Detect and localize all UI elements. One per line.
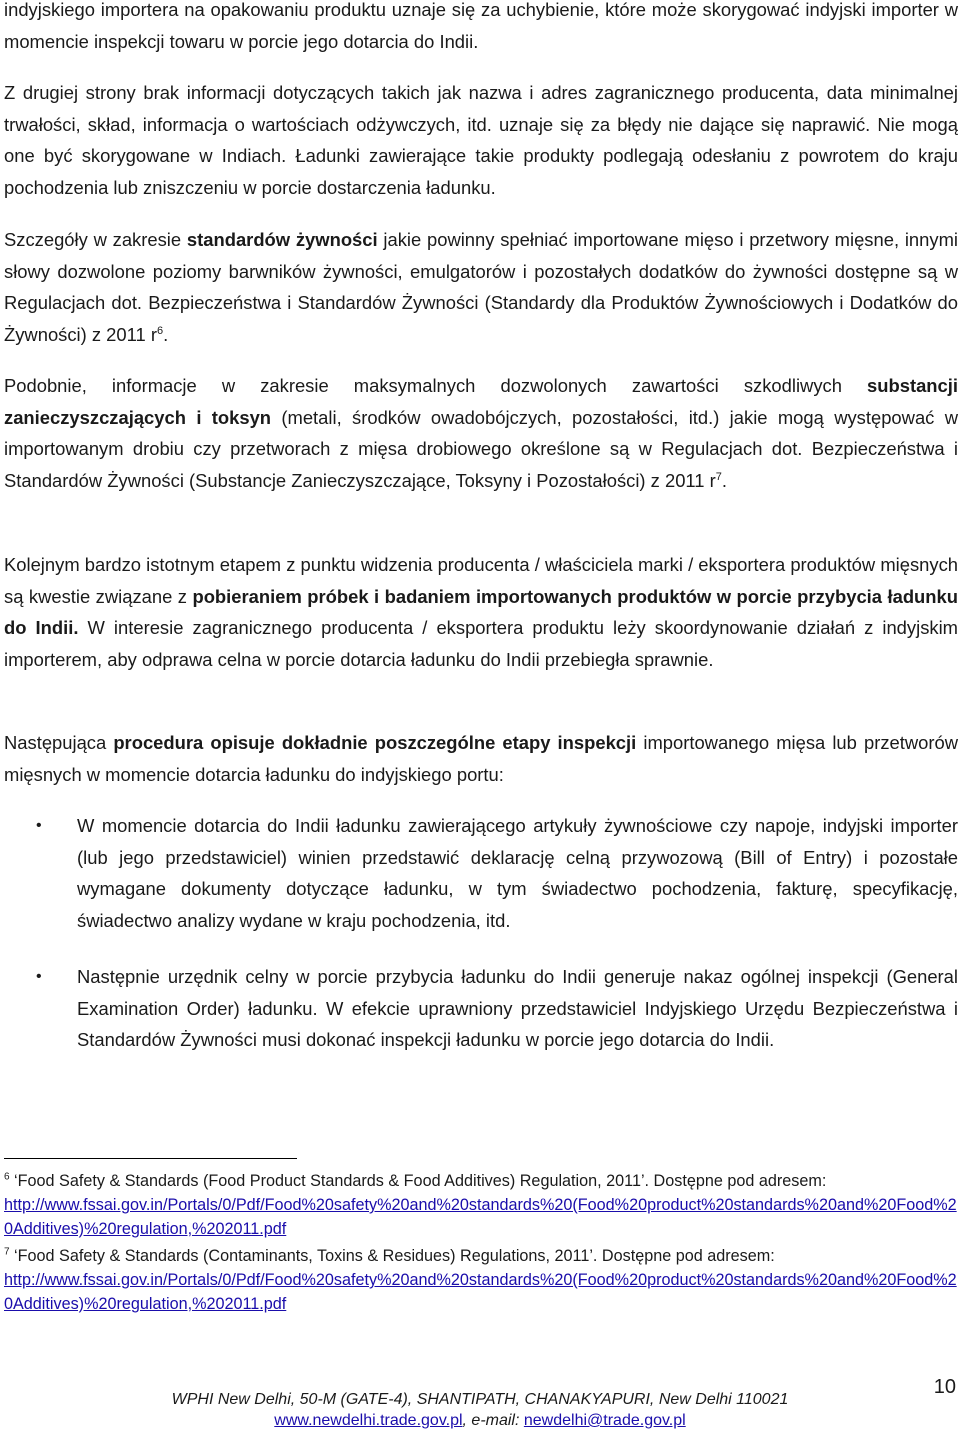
footnote-text: ‘Food Safety & Standards (Food Product Standards & Food Additives) Regulation, 2011’. Dostępne pod adresem:: [9, 1172, 827, 1190]
paragraph-5-text-a: Kolejnym bardzo istotnym etapem z punktu widzenia producenta / właściciela marki / eksportera produktów mięsnych są kwestie związane z: [4, 554, 958, 607]
footnote-7: [4, 1244, 958, 1316]
paragraph-5-bold: pobieraniem próbek i badaniem importowanych produktów w porcie przybycia ładunku do Indii.: [4, 585, 958, 638]
footnote-separator: [4, 1158, 297, 1159]
paragraph-5-text-b: W interesie zagranicznego producenta / eksportera produktu leży skoordynowanie działań z indyjskim importerem, aby odprawa celna w porcie dotarcia ładunku do Indii przebiegła sprawnie.: [4, 617, 958, 670]
paragraph-1: indyjskiego importera na opakowaniu produktu uznaje się za uchybienie, które może skorygować indyjski importer w momencie inspekcji towaru w porcie jego dotarcia do Indii.: [4, 0, 958, 52]
paragraph-6-bold: procedura opisuje dokładnie poszczególne etapy inspekcji: [113, 732, 637, 753]
inspection-steps-list: [0, 810, 960, 1081]
footnote-ref-6[interactable]: 6: [156, 324, 164, 337]
paragraph-3-text-b: jakie powinny spełniać importowane mięso i przetwory mięsne, innymi słowy dozwolone poziomy barwników żywności, emulgatorów i pozostałych dodatków do żywności dostępne są w Regulacjach dot. Bezpieczeństwa i Standardów Żywności (Standardy dla Produktów Żywnościowych i Dodatków do Żywności) z 2011 r: [4, 229, 958, 345]
paragraph-2: Z drugiej strony brak informacji dotyczących takich jak nazwa i adres zagranicznego producenta, data minimalnej trwałości, skład, informacja o wartościach odżywczych, itd. uznaje się za błędy nie dające się naprawić. Nie mogą one być skorygowane w Indiach. Ładunki zawierające takie produkty podlegają odesłaniu z powrotem do kraju pochodzenia lub zniszczeniu w porcie dostarczenia ładunku.: [4, 82, 958, 198]
footer-contact: [0, 1410, 960, 1431]
footnote-number: 7: [4, 1246, 10, 1258]
paragraph-6-text-b: importowanego mięsa lub przetworów mięsnych w momencie dotarcia ładunku do indyjskiego portu:: [4, 732, 958, 785]
paragraph-3: [4, 224, 958, 350]
paragraph-3-bold: standardów żywności: [186, 229, 378, 250]
list-item-text: Następnie urzędnik celny w porcie przybycia ładunku do Indii generuje nakaz ogólnej inspekcji (General Examination Order) ładunku. W efekcie uprawniony przedstawiciel Indyjskiego Urzędu Bezpieczeństwa i Standardów Żywności musi dokonać inspekcji ładunku w porcie jego dotarcia do Indii.: [77, 966, 958, 1050]
page-footer: [0, 1389, 960, 1431]
list-item: [0, 961, 958, 1056]
list-item-text: W momencie dotarcia do Indii ładunku zawierającego artykuły żywnościowe czy napoje, indyjski importer (lub jego przedstawiciel) winien przedstawić deklarację celną przywozową (Bill of Entry) i pozostałe wymagane dokumenty dotyczące ładunku, w tym świadectwo pochodzenia, fakturę, specyfikację, świadectwo analizy wydane w kraju pochodzenia, itd.: [77, 815, 958, 931]
footer-email-link[interactable]: newdelhi@trade.gov.pl: [523, 1412, 686, 1429]
paragraph-4-text-a: Podobnie, informacje w zakresie maksymalnych dozwolonych zawartości szkodliwych: [4, 375, 868, 396]
footnote-number: 6: [4, 1171, 10, 1183]
footnote-link[interactable]: http://www.fssai.gov.in/Portals/0/Pdf/Food%20safety%20and%20standards%20(Food%20product%20standards%20and%20Food%20Additives)%20regulation,%202011.pdf: [4, 1271, 957, 1313]
footnote-text: ‘Food Safety & Standards (Contaminants, Toxins & Residues) Regulations, 2011’. Dostępne pod adresem:: [9, 1247, 775, 1265]
footer-address: WPHI New Delhi, 50-M (GATE-4), SHANTIPATH, CHANAKYAPURI, New Delhi 110021: [171, 1391, 789, 1408]
paragraph-3-text-a: Szczegóły w zakresie: [4, 229, 187, 250]
paragraph-4-text-b: (metali, środków owadobójczych, pozostałości, itd.) jakie mogą występować w importowanym drobiu czy przetworach z mięsa drobiowego określone są w Regulacjach dot. Bezpieczeństwa i Standardów Żywności (Substancje Zanieczyszczające, Toksyny i Pozostałości) z 2011 r: [4, 406, 958, 491]
bullet-icon: •: [36, 968, 42, 985]
paragraph-5: [4, 549, 958, 675]
list-item: [0, 810, 958, 936]
footnote-link[interactable]: http://www.fssai.gov.in/Portals/0/Pdf/Food%20safety%20and%20standards%20(Food%20product%20standards%20and%20Food%20Additives)%20regulation,%202011.pdf: [4, 1196, 957, 1238]
footnote-ref-7[interactable]: 7: [715, 470, 722, 483]
paragraph-6: [4, 727, 958, 790]
footer-email-label: , e-mail:: [462, 1412, 524, 1429]
paragraph-3-end: .: [163, 323, 169, 345]
page-number: 10: [933, 1376, 956, 1398]
paragraph-4-bold: substancji zanieczyszczających i toksyn: [4, 375, 958, 428]
paragraph-4: [4, 370, 958, 496]
bullet-icon: •: [36, 817, 42, 834]
paragraph-4-end: .: [721, 469, 728, 491]
footnote-6: [4, 1169, 958, 1241]
footer-website-link[interactable]: www.newdelhi.trade.gov.pl: [274, 1412, 463, 1429]
paragraph-6-text-a: Następująca: [4, 732, 114, 753]
